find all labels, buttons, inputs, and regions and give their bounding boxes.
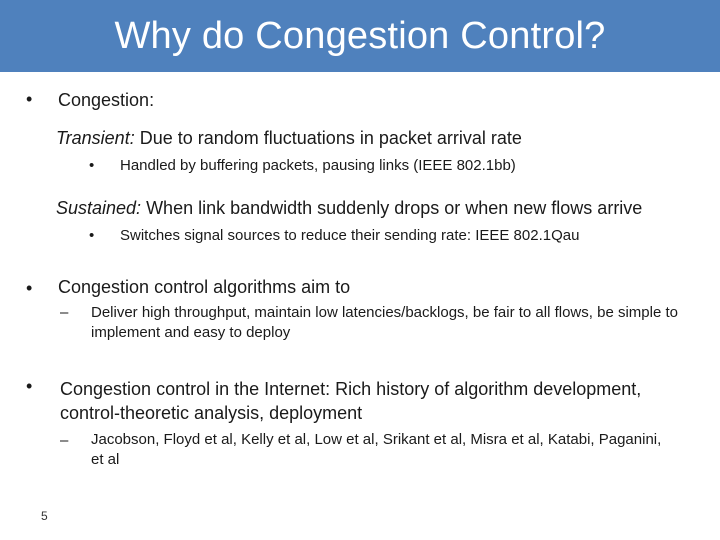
sustained-subpoint: Switches signal sources to reduce their sending rate: IEEE 802.1Qau: [120, 227, 580, 244]
congestion-heading: Congestion:: [58, 90, 155, 110]
transient-label: Transient:: [56, 128, 135, 148]
page-number: 5: [41, 509, 48, 523]
dash-marker: –: [60, 432, 69, 449]
transient-line: [56, 128, 522, 149]
internet-heading: Congestion control in the Internet: Rich history of algorithm development, control-theoretic analysis, deployment: [60, 379, 642, 423]
sustained-label: Sustained:: [56, 198, 142, 218]
slide-title: Why do Congestion Control?: [114, 14, 606, 57]
internet-subpoint: Jacobson, Floyd et al, Kelly et al, Low et al, Srikant et al, Misra et al, Katabi, Paganini, et al: [91, 431, 662, 468]
transient-subpoint: Handled by buffering packets, pausing links (IEEE 802.1bb): [120, 157, 516, 174]
bullet-dot: •: [26, 376, 33, 396]
algorithms-subpoint: Deliver high throughput, maintain low latencies/backlogs, be fair to all flows, be simple to implement and easy to deploy: [91, 304, 678, 341]
slide-title-bar: [0, 0, 720, 72]
algorithms-heading: Congestion control algorithms aim to: [58, 277, 351, 297]
transient-text: Due to random fluctuations in packet arrival rate: [134, 128, 522, 148]
bullet-dot: •: [26, 89, 33, 109]
dash-marker: –: [60, 304, 69, 321]
sustained-line: [56, 198, 642, 219]
bullet-dot: •: [89, 227, 95, 244]
sustained-text: When link bandwidth suddenly drops or when new flows arrive: [141, 198, 643, 218]
bullet-dot: •: [26, 278, 33, 298]
bullet-dot: •: [89, 157, 95, 174]
